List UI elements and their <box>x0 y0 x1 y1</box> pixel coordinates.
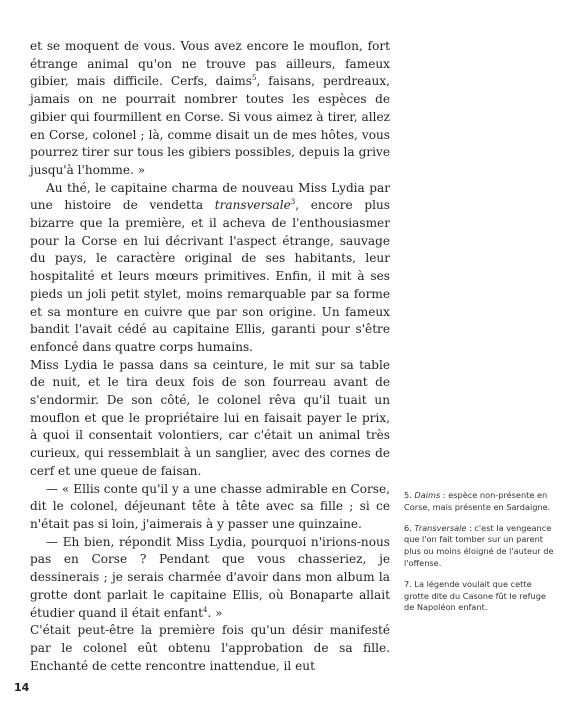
note-text: : espèce non-présente en Corse, mais présente en Sardaigne. <box>404 490 551 512</box>
note-text: : c'est la vengeance que l'on fait tomber sur un parent plus ou moins éloigné de l'auteur de l'offense. <box>404 522 554 568</box>
margin-notes <box>404 490 554 623</box>
paragraph-1-text: et se moquent de vous. Vous avez encore le mouflon, fort étrange animal qu'on ne trouve pas ailleurs, fameux gibier, mais difficile. Cerfs, daims <box>30 39 390 89</box>
paragraph-3: Miss Lydia le passa dans sa ceinture, le mit sur sa table de nuit, et le tira deux fois de son fourreau avant de s'endormir. De son côté, le colonel rêva qu'il tuait un mouflon et que le propriétaire lui en faisait payer le prix, à quoi il consentait volontiers, car c'était un animal très curieux, qui ressemblait à un sanglier, avec des cornes de cerf et une queue de faisan. <box>30 357 390 478</box>
note-number: 6. <box>404 522 412 533</box>
footnote-ref-6: 3 <box>290 198 296 207</box>
paragraph-2-text: Au thé, le capitaine charma de nouveau Miss Lydia par une histoire de vendetta <box>30 180 390 213</box>
footnote-ref-7: 4 <box>202 605 208 614</box>
main-text <box>30 38 390 675</box>
paragraph-2 <box>30 180 390 357</box>
paragraph-2-rest: , encore plus bizarre que la première, et il acheva de l'enthousiasmer pour la Corse en lui décrivant l'aspect étrange, sauvage du pays, le caractère original de ses habitants, leur hospitalité et leurs mœurs primitives. Enfin, il mit à ses pieds un joli petit stylet, moins remarquable par sa forme et sa monture en cuivre que par son origine. Un fameux bandit l'avait cédé au capitaine Ellis, garanti pour s'être enfoncé dans quatre corps humains. <box>30 198 390 354</box>
note-term: Daims <box>414 490 441 500</box>
paragraph-5-text: — Eh bien, répondit Miss Lydia, pourquoi n'irions-nous pas en Corse ? Pendant que vous chasseriez, je dessinerais ; je serais charmée d'avoir dans mon album la grotte dont parlait le capitaine Ellis, où Bonaparte allait étudier quand il était enfant <box>30 534 390 620</box>
note-number: 5. <box>404 490 412 500</box>
paragraph-2-emphasis: transversale <box>214 198 291 213</box>
paragraph-6: C'était peut-être la première fois qu'un désir manifesté par le colonel eût obtenu l'approbation de sa fille. Enchanté de cette rencontre inattendue, il eut <box>30 623 390 673</box>
margin-note <box>404 490 554 514</box>
paragraph-1 <box>30 38 390 180</box>
page-number: 14 <box>14 681 30 694</box>
margin-note <box>404 579 554 614</box>
margin-note <box>404 523 554 570</box>
paragraph-1-rest: , faisans, perdreaux, jamais on ne pourrait nombrer toutes les espèces de gibier qui fourmillent en Corse. Si vous aimez à tirer, allez en Corse, colonel ; là, comme disait un de mes hôtes, vous pourrez tirer sur tous les gibiers possibles, depuis la grive jusqu'à l'homme. » <box>30 74 390 177</box>
footnote-ref-5: 5 <box>251 74 257 83</box>
paragraph-4: — « Ellis conte qu'il y a une chasse admirable en Corse, dit le colonel, déjeunant tête à tête avec sa fille ; si ce n'était pas si loin, j'aimerais à y passer une quinzaine. <box>30 481 390 531</box>
paragraph-5 <box>30 534 390 623</box>
note-term: Transversale <box>414 522 467 533</box>
note-text: La légende voulait que cette grotte dite du Casone fût le refuge de Napoléon enfant. <box>404 578 546 613</box>
note-number: 7. <box>404 578 412 589</box>
paragraph-5-end: . » <box>207 605 223 620</box>
